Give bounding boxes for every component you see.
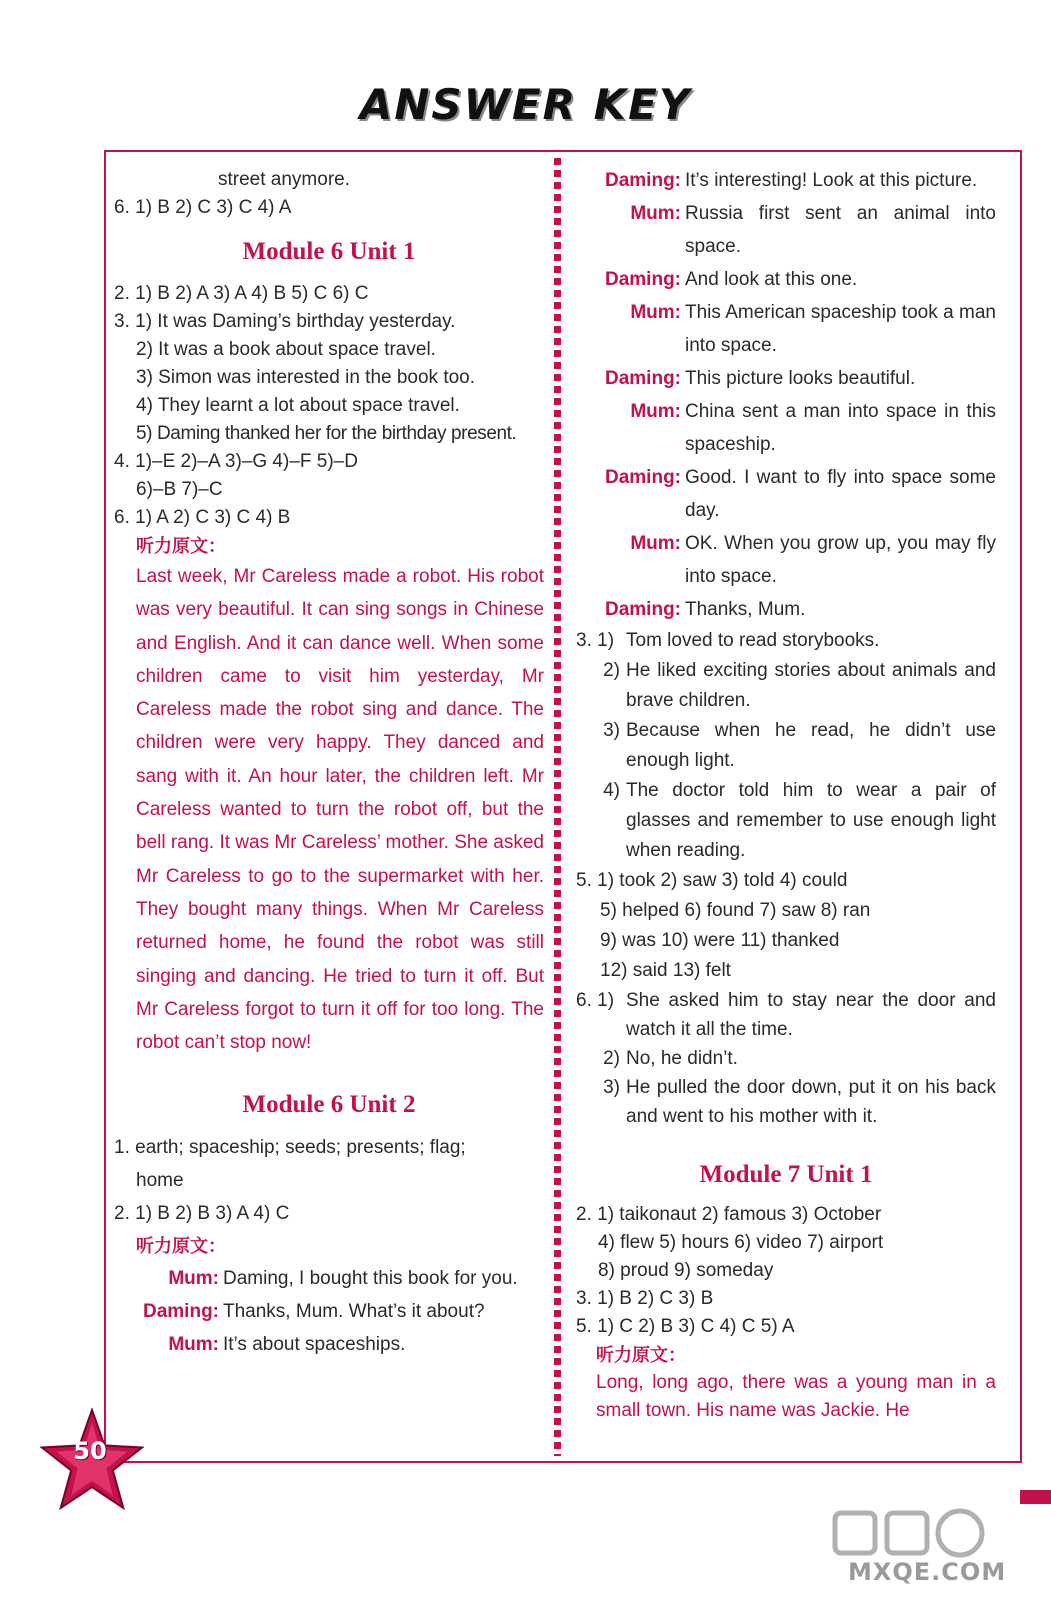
answer-line: 6)–B 7)–C	[136, 479, 223, 500]
transcript-label: 听力原文：	[136, 1236, 226, 1257]
item-number: 3. 1)	[576, 630, 615, 651]
dialog-line	[576, 197, 996, 263]
speech: Russia first sent an animal into space.	[685, 203, 996, 257]
item-number: 4)	[603, 780, 620, 801]
section-title-m7u1: Module 7 Unit 1	[699, 1161, 873, 1188]
answer-line: 2. 1) taikonaut 2) famous 3) October	[576, 1204, 882, 1225]
dialog-line	[114, 1295, 544, 1328]
answer-line: 5. 1) took 2) saw 3) told 4) could	[576, 870, 848, 891]
answer-line: 5) helped 6) found 7) saw 8) ran	[600, 900, 871, 921]
answer-line: 6. 1) B 2) C 3) C 4) A	[114, 197, 292, 218]
answer-item	[576, 626, 996, 656]
transcript-label: 听力原文：	[596, 1345, 686, 1365]
answer-line: home	[136, 1170, 184, 1192]
answer-item	[576, 776, 996, 866]
speaker: Daming:	[605, 467, 681, 488]
speaker: Mum:	[168, 1268, 219, 1290]
answer-line: 3) Simon was interested in the book too.	[136, 367, 476, 388]
speaker: Daming:	[605, 599, 681, 620]
speech: China sent a man into space in this spaceship.	[685, 401, 996, 455]
item-text: She asked him to stay near the door and watch it all the time.	[626, 990, 996, 1040]
answer-line: 5. 1) C 2) B 3) C 4) C 5) A	[576, 1316, 795, 1337]
page-number: 50	[73, 1437, 107, 1465]
item-text: He pulled the door down, put it on his back and went to his mother with it.	[626, 1077, 996, 1127]
column-divider	[554, 158, 561, 1456]
answer-item	[576, 716, 996, 776]
item-number: 3)	[603, 1077, 620, 1098]
dialog-line	[576, 164, 996, 197]
transcript-passage: Last week, Mr Careless made a robot. His robot was very beautiful. It can sing songs in Chinese and English. And it can dance well. When some children came to visit him yesterday, Mr Careless made the robot sing and dance. The children were very happy. They danced and sang with it. An hour later, the children left. Mr Careless wanted to turn the robot off, but the bell rang. It was Mr Careless’ mother. She asked Mr Careless to go to the supermarket with her. They bought many things. When Mr Careless returned home, he found the robot was still singing and dancing. He tried to turn it off. But Mr Careless forgot to turn it off for too long. The robot can’t stop now!	[136, 566, 544, 1054]
answer-item	[576, 656, 996, 716]
speech: And look at this one.	[685, 269, 858, 290]
answer-line: 9) was 10) were 11) thanked	[600, 930, 840, 951]
item-number: 2)	[603, 1048, 620, 1069]
answer-line: 1. earth; spaceship; seeds; presents; flag;	[114, 1137, 466, 1159]
answer-line: 4. 1)–E 2)–A 3)–G 4)–F 5)–D	[114, 451, 358, 472]
dialog-line	[576, 395, 996, 461]
speaker: Daming:	[605, 269, 681, 290]
section-title-m6u2: Module 6 Unit 2	[242, 1091, 416, 1119]
answer-key-header: ANSWER KEY	[359, 80, 692, 129]
left-column	[114, 166, 544, 1361]
speech: It’s about spaceships.	[223, 1334, 406, 1356]
dialog-line	[114, 1328, 544, 1361]
answer-line: 6. 1) A 2) C 3) C 4) B	[114, 507, 291, 528]
answer-line: 2. 1) B 2) B 3) A 4) C	[114, 1203, 290, 1225]
speaker: Daming:	[605, 170, 681, 191]
answer-line: 3. 1) B 2) C 3) B	[576, 1288, 714, 1309]
speech: Good. I want to fly into space some day.	[685, 467, 996, 521]
dialog-line	[114, 1262, 544, 1295]
item-text: Because when he read, he didn’t use enough light.	[626, 720, 996, 771]
dialog-line	[576, 296, 996, 362]
speech: Thanks, Mum.	[685, 599, 806, 620]
speech: This American spaceship took a man into space.	[685, 302, 996, 356]
speech: OK. When you grow up, you may fly into space.	[685, 533, 996, 587]
dialog-line	[576, 362, 996, 395]
speaker: Mum:	[630, 401, 681, 422]
answer-line: 4) flew 5) hours 6) video 7) airport	[598, 1232, 884, 1253]
speaker: Mum:	[630, 203, 681, 224]
speaker: Mum:	[630, 533, 681, 554]
speaker: Mum:	[630, 302, 681, 323]
dialog-line	[576, 263, 996, 296]
speaker: Daming:	[605, 368, 681, 389]
answer-line: street anymore.	[218, 169, 350, 190]
speech: Daming, I bought this book for you.	[223, 1268, 518, 1290]
answer-line: 4) They learnt a lot about space travel.	[136, 395, 460, 416]
dialog-line	[576, 527, 996, 593]
item-text: The doctor told him to wear a pair of glasses and remember to use enough light when reading.	[626, 780, 996, 861]
speech: This picture looks beautiful.	[685, 368, 916, 389]
speech: It’s interesting! Look at this picture.	[685, 170, 978, 191]
speaker: Daming:	[143, 1301, 219, 1323]
item-text: No, he didn’t.	[626, 1048, 738, 1069]
transcript-label: 听力原文：	[136, 536, 226, 556]
item-number: 3)	[603, 720, 620, 741]
answer-line: 5) Daming thanked her for the birthday present.	[136, 423, 517, 444]
item-text: He liked exciting stories about animals and brave children.	[626, 660, 996, 711]
answer-item	[576, 1044, 996, 1073]
answer-line: 12) said 13) felt	[600, 960, 731, 981]
item-number: 2)	[603, 660, 620, 681]
dialog-line	[576, 593, 996, 626]
transcript-passage: Long, long ago, there was a young man in a small town. His name was Jackie. He	[596, 1372, 996, 1421]
watermark-text: MXQE.COM	[848, 1558, 1007, 1586]
answer-item	[576, 986, 996, 1044]
answer-item	[576, 1073, 996, 1131]
answer-line: 3. 1) It was Daming’s birthday yesterday.	[114, 311, 456, 332]
answer-line: 8) proud 9) someday	[598, 1260, 774, 1281]
answer-line: 2) It was a book about space travel.	[136, 339, 436, 360]
speech: Thanks, Mum. What’s it about?	[223, 1301, 485, 1323]
page-edge-mark	[1020, 1490, 1051, 1504]
item-number: 6. 1)	[576, 990, 615, 1011]
section-title-m6u1: Module 6 Unit 1	[242, 238, 416, 265]
speaker: Mum:	[168, 1334, 219, 1356]
right-column	[576, 164, 996, 1425]
dialog-line	[576, 461, 996, 527]
answer-line: 2. 1) B 2) A 3) A 4) B 5) C 6) C	[114, 283, 369, 304]
item-text: Tom loved to read storybooks.	[626, 630, 880, 651]
